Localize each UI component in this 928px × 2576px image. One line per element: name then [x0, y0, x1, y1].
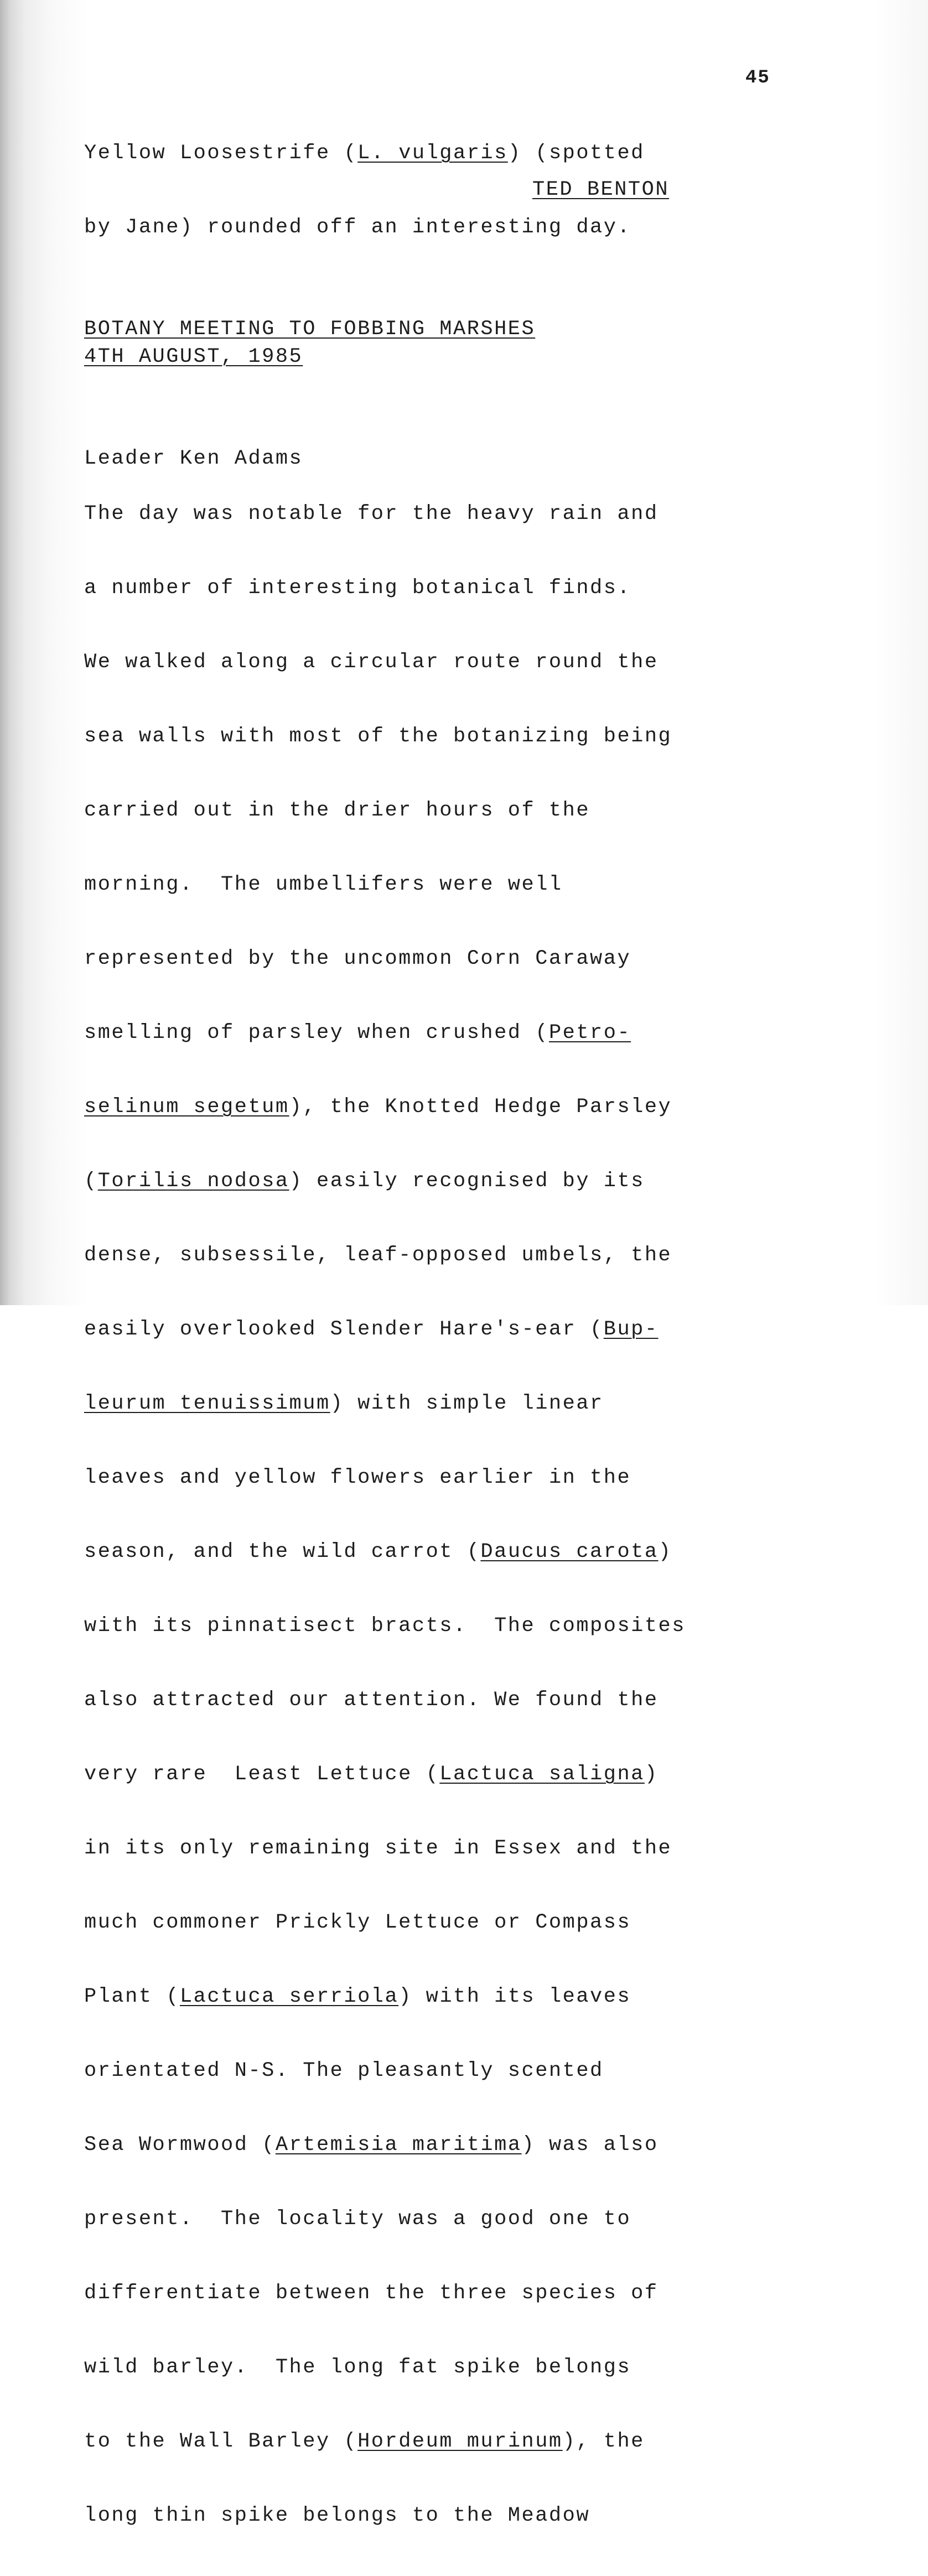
author-signature	[532, 176, 669, 204]
text-span: ) with its leaves	[398, 1985, 631, 2008]
body-line	[84, 1983, 881, 2011]
intro-line-1	[84, 139, 881, 167]
text-span: season, and the wild carrot (	[84, 1540, 481, 1564]
body-line: The day was notable for the heavy rain and	[84, 502, 659, 526]
page-number: 45	[745, 67, 770, 89]
body-line: morning. The umbellifers were well	[84, 873, 563, 896]
scientific-name: Petro-	[548, 1021, 631, 1045]
text-span: ), the Knotted Hedge Parsley	[289, 1095, 672, 1119]
text-span: Sea Wormwood (	[84, 2133, 276, 2157]
section-heading-title	[84, 315, 535, 343]
text-span: ) easily recognised by its	[289, 1170, 645, 1193]
text-span: to the Wall Barley (	[84, 2430, 358, 2453]
text-span: easily overlooked Slender Hare's-ear (	[84, 1318, 604, 1341]
text-span: ) (spotted	[507, 142, 645, 165]
scientific-name: Daucus carota	[480, 1540, 659, 1564]
text-span: ) with simple linear	[330, 1392, 604, 1415]
heading-title-text: BOTANY MEETING TO FOBBING MARSHES	[84, 318, 536, 341]
body-line	[84, 1019, 881, 1047]
body-line: in its only remaining site in Essex and the	[84, 1837, 672, 1860]
body-line	[84, 1390, 881, 1417]
leader-text: Leader Ken Adams	[84, 447, 303, 470]
body-line	[84, 1538, 881, 1566]
signature-text: TED BENTON	[532, 178, 670, 201]
section-heading-date	[84, 343, 303, 371]
body-line: present. The locality was a good one to	[84, 2208, 631, 2231]
body-line	[84, 1760, 881, 1788]
body-line: sea walls with most of the botanizing being	[84, 725, 672, 748]
body-line: differentiate between the three species of	[84, 2282, 659, 2305]
scientific-name: Lactuca saligna	[439, 1763, 645, 1786]
body-line	[84, 1093, 881, 1121]
text-span: very rare Least Lettuce (	[84, 1763, 440, 1786]
text-span: (	[84, 1170, 98, 1193]
text-span: ), the	[562, 2430, 645, 2453]
body-line	[84, 1316, 881, 1343]
body-line: also attracted our attention. We found the	[84, 1689, 659, 1712]
scientific-name: L. vulgaris	[357, 142, 508, 165]
scientific-name: leurum tenuissimum	[84, 1392, 330, 1415]
scientific-name: Artemisia maritima	[275, 2133, 522, 2157]
text-span: Yellow Loosestrife (	[84, 142, 358, 165]
body-line: much commoner Prickly Lettuce or Compass	[84, 1911, 631, 1934]
body-line: dense, subsessile, leaf-opposed umbels, the	[84, 1244, 672, 1267]
body-paragraph	[84, 454, 881, 2576]
body-line: a number of interesting botanical finds.	[84, 577, 631, 600]
body-line: We walked along a circular route round the	[84, 651, 659, 674]
body-line: carried out in the drier hours of the	[84, 799, 590, 822]
intro-line-2: by Jane) rounded off an interesting day.	[84, 216, 631, 239]
body-line: represented by the uncommon Corn Caraway	[84, 947, 631, 970]
text-span: smelling of parsley when crushed (	[84, 1021, 549, 1045]
heading-date-text: 4TH AUGUST, 1985	[84, 345, 303, 368]
body-line	[84, 1167, 881, 1195]
body-line	[84, 2131, 881, 2159]
scientific-name: Torilis nodosa	[97, 1170, 289, 1193]
scientific-name: selinum segetum	[84, 1095, 289, 1119]
text-span: )	[658, 1540, 672, 1564]
body-line: wild barley. The long fat spike belongs	[84, 2356, 631, 2379]
body-line	[84, 2428, 881, 2455]
text-span: )	[644, 1763, 659, 1786]
scientific-name: Lactuca serriola	[179, 1985, 399, 2008]
scientific-name: Hordeum murinum	[357, 2430, 563, 2453]
body-line: orientated N-S. The pleasantly scented	[84, 2059, 604, 2082]
body-line: with its pinnatisect bracts. The composites	[84, 1614, 686, 1638]
text-span: Plant (	[84, 1985, 180, 2008]
scientific-name: Bup-	[603, 1318, 659, 1341]
intro-paragraph	[84, 93, 881, 288]
body-line: leaves and yellow flowers earlier in the	[84, 1466, 631, 1489]
text-span: ) was also	[521, 2133, 659, 2157]
body-line: long thin spike belongs to the Meadow	[84, 2504, 590, 2527]
